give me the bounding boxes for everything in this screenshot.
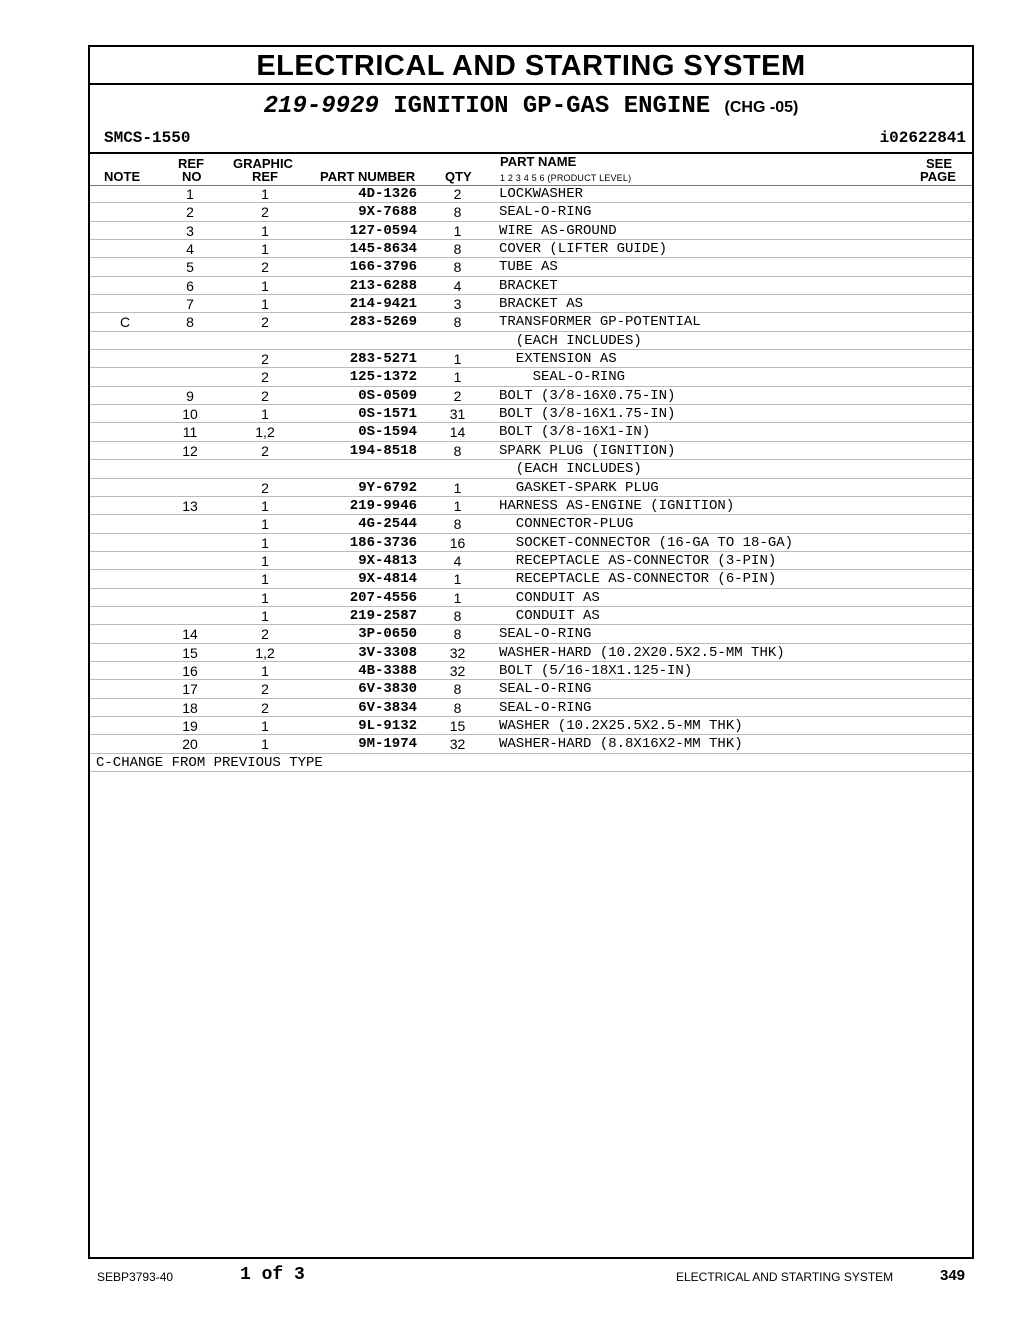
cell-name: BRACKET AS (499, 296, 584, 313)
cell-name: RECEPTACLE AS-CONNECTOR (6-PIN) (499, 571, 777, 588)
cell-name: SPARK PLUG (IGNITION) (499, 442, 676, 459)
cell-qty: 16 (449, 534, 466, 551)
cell-ref: 7 (186, 296, 194, 313)
cell-gref: 2 (261, 351, 269, 368)
cell-pn: 9L-9132 (358, 717, 417, 734)
table-row (90, 203, 972, 221)
cell-gref: 1 (261, 277, 269, 294)
cell-pn: 166-3796 (349, 259, 417, 276)
cell-gref: 1 (261, 607, 269, 624)
cell-qty: 1 (453, 497, 462, 514)
cell-pn: 6V-3834 (358, 699, 417, 716)
table-row (90, 515, 972, 533)
cell-gref: 2 (261, 314, 269, 331)
cell-ref: 11 (182, 424, 198, 441)
cell-gref: 1 (261, 736, 269, 753)
cell-gref: 2 (261, 387, 269, 404)
col-qty-header: QTY (445, 169, 472, 184)
cell-pn: 219-2587 (349, 607, 417, 624)
cell-ref: 20 (182, 736, 198, 753)
table-row (90, 534, 972, 552)
cell-name: RECEPTACLE AS-CONNECTOR (3-PIN) (499, 552, 777, 569)
cell-gref: 1 (261, 571, 269, 588)
parts-page-frame (88, 45, 974, 1259)
cell-ref: 2 (186, 204, 194, 221)
table-row (90, 295, 972, 313)
cell-gref: 1 (261, 516, 269, 533)
cell-name: GASKET-SPARK PLUG (499, 479, 659, 496)
cell-qty: 8 (453, 241, 462, 258)
cell-qty: 8 (453, 681, 462, 698)
col-ref-header-top: REF (178, 156, 204, 171)
cell-name: WIRE AS-GROUND (499, 222, 617, 239)
cell-ref: 1 (186, 186, 194, 202)
cell-gref: 1 (261, 406, 269, 423)
col-part-name-header: PART NAME (500, 154, 577, 169)
cell-name: BOLT (3/8-16X0.75-IN) (499, 387, 676, 404)
cell-gref: 1,2 (255, 644, 275, 661)
cell-pn: 219-9946 (349, 497, 417, 514)
col-see-header-bottom: PAGE (920, 169, 956, 184)
table-row (90, 717, 972, 735)
cell-qty: 3 (453, 296, 462, 313)
footnote-text: C-CHANGE FROM PREVIOUS TYPE (96, 754, 323, 771)
cell-pn: 213-6288 (349, 277, 417, 294)
cell-qty: 32 (449, 662, 466, 679)
table-row (90, 552, 972, 570)
cell-qty: 1 (453, 571, 462, 588)
cell-ref: 17 (182, 681, 198, 698)
cell-ref: 9 (186, 387, 194, 404)
cell-pn: 194-8518 (349, 442, 417, 459)
cell-pn: 207-4556 (349, 589, 417, 606)
cell-name: CONDUIT AS (499, 589, 600, 606)
table-row (90, 313, 972, 331)
cell-pn: 0S-1594 (358, 424, 417, 441)
col-note-header: NOTE (104, 169, 141, 184)
cell-qty: 31 (449, 406, 466, 423)
section-title: ELECTRICAL AND STARTING SYSTEM (90, 47, 972, 85)
cell-pn: 127-0594 (349, 222, 417, 239)
cell-qty: 1 (453, 589, 462, 606)
table-row (90, 258, 972, 276)
cell-qty: 8 (453, 626, 462, 643)
col-part-number-header: PART NUMBER (320, 169, 416, 184)
cell-gref: 1 (261, 589, 269, 606)
cell-qty: 1 (453, 479, 462, 496)
col-graphic-header-top: GRAPHIC (233, 156, 293, 171)
cell-gref: 1 (261, 717, 269, 734)
table-row (90, 625, 972, 643)
cell-ref: 16 (182, 662, 198, 679)
cell-pn: 0S-0509 (358, 387, 417, 404)
cell-pn: 283-5271 (349, 351, 417, 368)
table-row (90, 735, 972, 753)
footer-section: ELECTRICAL AND STARTING SYSTEM (676, 1270, 894, 1284)
cell-pn: 9X-4813 (358, 552, 417, 569)
cell-qty: 32 (449, 644, 466, 661)
footer-page-number: 349 (940, 1267, 966, 1284)
cell-qty: 8 (453, 516, 462, 533)
cell-pn: 186-3736 (349, 534, 417, 551)
cell-pn: 283-5269 (349, 314, 417, 331)
col-ref-header-bottom: NO (182, 169, 202, 184)
table-row (90, 350, 972, 368)
cell-pn: 3P-0650 (358, 626, 417, 643)
table-row (90, 662, 972, 680)
cell-name: BOLT (3/8-16X1.75-IN) (499, 406, 676, 423)
cell-gref: 2 (261, 259, 269, 276)
cell-ref: 4 (186, 241, 194, 258)
cell-name: COVER (LIFTER GUIDE) (499, 241, 668, 258)
table-row (90, 368, 972, 386)
footer-page-of: 1 of 3 (240, 1265, 305, 1285)
cell-name: TRANSFORMER GP-POTENTIAL (499, 314, 701, 331)
cell-name: SEAL-O-RING (499, 626, 592, 643)
smcs-code: SMCS-1550 (104, 129, 191, 147)
cell-ref: 14 (182, 626, 198, 643)
cell-ref: 13 (182, 497, 198, 514)
cell-gref: 2 (261, 204, 269, 221)
cell-name: WASHER (10.2X25.5X2.5-MM THK) (499, 717, 743, 734)
group-number: 219-9929 (263, 93, 379, 120)
table-row (90, 222, 972, 240)
col-see-header-top: SEE (926, 156, 953, 171)
table-row (90, 405, 972, 423)
cell-gref: 1,2 (255, 424, 275, 441)
cell-gref: 1 (261, 241, 269, 258)
table-row (90, 497, 972, 515)
group-name: IGNITION GP-GAS ENGINE (393, 93, 711, 120)
cell-gref: 1 (261, 186, 269, 202)
cell-name: HARNESS AS-ENGINE (IGNITION) (499, 497, 735, 514)
cell-gref: 2 (261, 442, 269, 459)
table-row (90, 644, 972, 662)
cell-gref: 2 (261, 369, 269, 386)
cell-pn: 214-9421 (349, 296, 417, 313)
cell-gref: 2 (261, 626, 269, 643)
cell-ref: 10 (182, 406, 198, 423)
cell-ref: 6 (186, 277, 194, 294)
table-row (90, 442, 972, 460)
cell-qty: 32 (449, 736, 466, 753)
cell-qty: 4 (453, 277, 462, 294)
table-row (90, 332, 972, 350)
cell-name: SEAL-O-RING (499, 681, 592, 698)
cell-name: CONNECTOR-PLUG (499, 516, 634, 533)
table-row (90, 589, 972, 607)
cell-ref: 8 (186, 314, 194, 331)
cell-pn: 3V-3308 (358, 644, 417, 661)
table-row (90, 423, 972, 441)
footer-doc-number: SEBP3793-40 (97, 1270, 174, 1284)
cell-gref: 1 (261, 296, 269, 313)
cell-gref: 2 (261, 681, 269, 698)
cell-pn: 4B-3388 (358, 662, 417, 679)
cell-gref: 2 (261, 479, 269, 496)
cell-gref: 1 (261, 552, 269, 569)
cell-name: BRACKET (499, 277, 558, 294)
cell-name: SEAL-O-RING (499, 699, 592, 716)
col-graphic-header-bottom: REF (252, 169, 278, 184)
cell-name: SEAL-O-RING (499, 369, 626, 386)
cell-qty: 1 (453, 369, 462, 386)
cell-qty: 15 (449, 717, 466, 734)
cell-pn: 9M-1974 (358, 736, 417, 753)
document-identifier: i02622841 (879, 129, 966, 147)
cell-name: WASHER-HARD (8.8X16X2-MM THK) (499, 736, 743, 753)
table-row (90, 185, 972, 203)
cell-name: WASHER-HARD (10.2X20.5X2.5-MM THK) (499, 644, 785, 661)
cell-pn: 0S-1571 (358, 406, 417, 423)
cell-ref: 5 (186, 259, 194, 276)
cell-name: SOCKET-CONNECTOR (16-GA TO 18-GA) (499, 534, 794, 551)
cell-ref: 18 (182, 699, 198, 716)
cell-pn: 4G-2544 (358, 516, 417, 533)
cell-qty: 8 (453, 314, 462, 331)
cell-qty: 4 (453, 552, 462, 569)
cell-gref: 2 (261, 699, 269, 716)
cell-pn: 125-1372 (349, 369, 417, 386)
group-title (90, 93, 972, 120)
product-level-header: 1 2 3 4 5 6 (PRODUCT LEVEL) (500, 173, 632, 183)
cell-qty: 8 (453, 442, 462, 459)
table-row (90, 570, 972, 588)
cell-name: SEAL-O-RING (499, 204, 592, 221)
cell-ref: 19 (182, 717, 198, 734)
cell-gref: 1 (261, 497, 269, 514)
table-row (90, 460, 972, 478)
cell-ref: 3 (186, 222, 194, 239)
cell-ref: 12 (182, 442, 198, 459)
cell-name: BOLT (5/16-18X1.125-IN) (499, 662, 693, 679)
cell-qty: 1 (453, 351, 462, 368)
table-row (90, 479, 972, 497)
cell-pn: 4D-1326 (358, 186, 417, 202)
table-row (90, 240, 972, 258)
cell-gref: 1 (261, 662, 269, 679)
group-change: (CHG -05) (724, 99, 799, 116)
table-row (90, 699, 972, 717)
cell-qty: 2 (453, 186, 462, 202)
cell-qty: 8 (453, 699, 462, 716)
footnote-row (90, 754, 972, 772)
cell-qty: 8 (453, 607, 462, 624)
cell-name: (EACH INCLUDES) (499, 332, 642, 349)
cell-qty: 8 (453, 259, 462, 276)
cell-gref: 1 (261, 534, 269, 551)
cell-qty: 2 (453, 387, 462, 404)
table-row (90, 387, 972, 405)
table-row (90, 680, 972, 698)
cell-note: C (120, 314, 131, 331)
cell-qty: 14 (449, 424, 466, 441)
cell-name: LOCKWASHER (499, 186, 584, 202)
cell-name: CONDUIT AS (499, 607, 600, 624)
cell-pn: 6V-3830 (358, 681, 417, 698)
table-row (90, 277, 972, 295)
parts-list (90, 185, 972, 772)
cell-name: EXTENSION AS (499, 351, 617, 368)
cell-name: BOLT (3/8-16X1-IN) (499, 424, 651, 441)
cell-name: TUBE AS (499, 259, 558, 276)
cell-gref: 1 (261, 222, 269, 239)
cell-pn: 145-8634 (349, 241, 417, 258)
cell-pn: 9Y-6792 (358, 479, 417, 496)
cell-qty: 1 (453, 222, 462, 239)
cell-pn: 9X-4814 (358, 571, 417, 588)
cell-ref: 15 (182, 644, 198, 661)
cell-name: (EACH INCLUDES) (499, 461, 642, 478)
cell-qty: 8 (453, 204, 462, 221)
cell-pn: 9X-7688 (358, 204, 417, 221)
table-row (90, 607, 972, 625)
